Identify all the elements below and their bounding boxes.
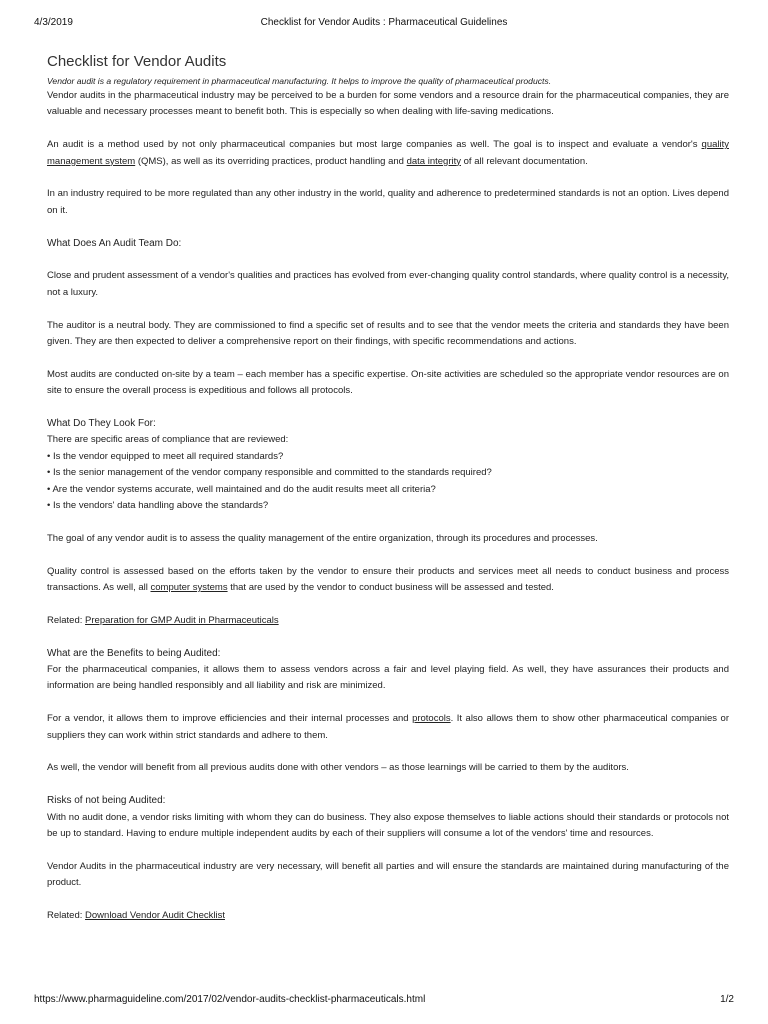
heading-audit-team: What Does An Audit Team Do: xyxy=(47,237,182,249)
paragraph-10-text-a: For a vendor, it allows them to improve efficiencies and their internal processes and xyxy=(47,713,413,725)
link-gmp-audit-preparation[interactable]: Preparation for GMP Audit in Pharmaceuticals xyxy=(85,614,279,626)
print-date: 4/3/2019 xyxy=(34,17,73,28)
related-2-label: Related: xyxy=(47,910,86,922)
paragraph-4: Close and prudent assessment of a vendor's qualities and practices has evolved from ever-changing quality control standards, where quality control is a necessity, not a luxury. xyxy=(47,270,729,298)
paragraph-10 xyxy=(47,711,729,744)
paragraph-8 xyxy=(47,564,729,597)
look-for-intro: There are specific areas of compliance that are reviewed: xyxy=(47,434,289,446)
article-intro: Vendor audit is a regulatory requirement in pharmaceutical manufacturing. It helps to improve the quality of pharmaceutical products. xyxy=(47,76,552,86)
paragraph-5: The auditor is a neutral body. They are commissioned to find a specific set of results and to see that the vendor meets the criteria and standards they have been given. They are then expected to deliver a comprehensive report on their findings, with specific recommendations and actions. xyxy=(47,319,729,348)
paragraph-10-text-b: . It also allows them to show other pharmaceutical companies or suppliers they can work within strict standards and adhere to them. xyxy=(47,713,729,741)
print-title: Checklist for Vendor Audits : Pharmaceutical Guidelines xyxy=(260,17,508,28)
paragraph-12: With no audit done, a vendor risks limiting with whom they can do business. They also expose themselves to liable actions should their standards or protocols not be up to standard. Having to endure multiple independent audits by each of their suppliers will consume a lot of the vendors' time and resources. xyxy=(47,811,729,840)
paragraph-8-text-a: Quality control is assessed based on the efforts taken by the vendor to ensure their products and services meet all needs to conduct business and process transactions. As well, all xyxy=(47,565,729,594)
link-data-integrity[interactable]: data integrity xyxy=(406,155,461,167)
related-1-label: Related: xyxy=(47,614,86,626)
paragraph-3: In an industry required to be more regulated than any other industry in the world, quality and adherence to predetermined standards is not an option. Lives depend on it. xyxy=(47,188,729,216)
paragraph-13: Vendor Audits in the pharmaceutical industry are very necessary, will benefit all parties and will ensure the standards are maintained during manufacturing of the product. xyxy=(47,860,729,889)
list-item: • Is the senior management of the vendor company responsible and committed to the standards required? xyxy=(47,467,492,479)
page-number: 1/2 xyxy=(720,994,734,1005)
heading-benefits: What are the Benefits to being Audited: xyxy=(47,647,221,659)
link-computer-systems[interactable]: computer systems xyxy=(150,582,228,594)
paragraph-2-text-a: An audit is a method used by not only pharmaceutical companies but most large companies as well. The goal is to inspect and evaluate a vendor's xyxy=(47,139,702,151)
paragraph-2-text-c: of all relevant documentation. xyxy=(461,155,588,167)
heading-risks: Risks of not being Audited: xyxy=(47,795,166,807)
paragraph-9: For the pharmaceutical companies, it allows them to assess vendors across a fair and level playing field. As well, they have assurances their products and information are being handled responsibly and all liability and risk are minimized. xyxy=(47,664,729,692)
list-item: • Is the vendors' data handling above the standards? xyxy=(47,500,269,512)
link-quality-management-system[interactable]: quality management system xyxy=(47,139,729,167)
paragraph-2 xyxy=(47,137,729,170)
paragraph-8-text-b: that are used by the vendor to conduct business will be assessed and tested. xyxy=(227,582,554,594)
link-download-vendor-audit-checklist[interactable]: Download Vendor Audit Checklist xyxy=(85,910,225,922)
related-1 xyxy=(47,613,729,629)
paragraph-6: Most audits are conducted on-site by a team – each member has a specific expertise. On-site activities are scheduled so the appropriate vendor resources are on site to ensure the overall process is expeditious and follows all protocols. xyxy=(47,368,729,397)
heading-look-for: What Do They Look For: xyxy=(47,418,156,430)
list-item: • Is the vendor equipped to meet all required standards? xyxy=(47,450,284,462)
paragraph-2-text-b: (QMS), as well as its overriding practices, product handling and xyxy=(135,155,407,167)
related-2 xyxy=(47,908,729,924)
paragraph-11: As well, the vendor will benefit from all previous audits done with other vendors – as those learnings will be carried to them by the auditors. xyxy=(47,762,629,774)
article xyxy=(47,52,729,941)
link-protocols[interactable]: protocols xyxy=(412,713,451,725)
page-url: https://www.pharmaguideline.com/2017/02/vendor-audits-checklist-pharmaceuticals.html xyxy=(34,994,426,1005)
print-header xyxy=(34,17,734,31)
paragraph-7: The goal of any vendor audit is to assess the quality management of the entire organization, through its procedures and processes. xyxy=(47,532,598,544)
paragraph-1: Vendor audits in the pharmaceutical industry may be perceived to be a burden for some vendors and a resource drain for the pharmaceutical companies, they are valuable and necessary processes meant to benefit both. This is especially so when dealing with life-saving medications. xyxy=(47,90,729,118)
print-footer xyxy=(34,994,734,1008)
list-item: • Are the vendor systems accurate, well maintained and do the audit results meet all criteria? xyxy=(47,483,436,495)
article-title: Checklist for Vendor Audits xyxy=(47,53,227,70)
